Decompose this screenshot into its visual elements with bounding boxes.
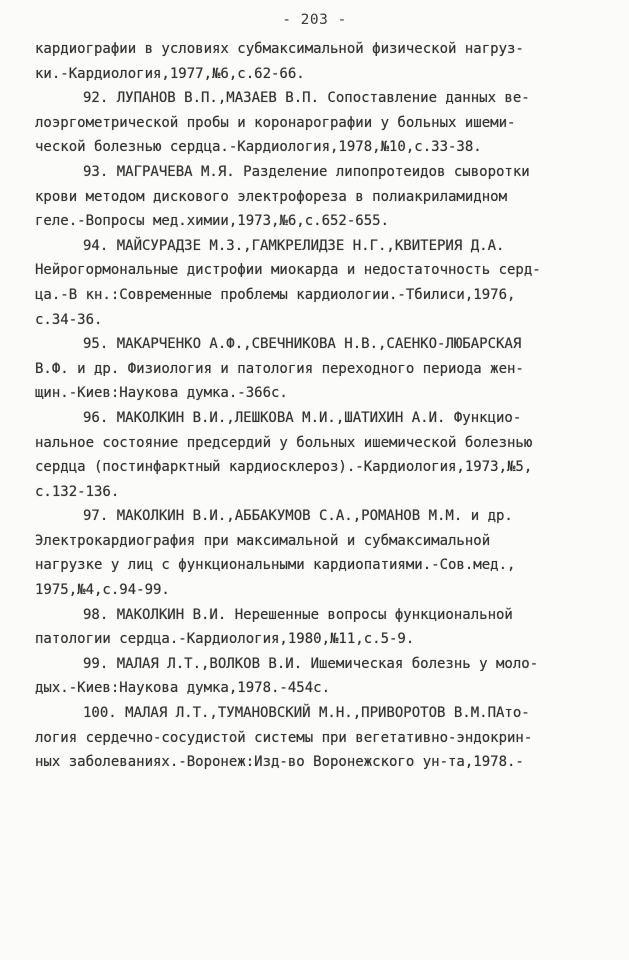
- entry-line: крови методом дискового электрофореза в полиакриламидном: [35, 188, 508, 205]
- bibliography-entry-97: [35, 504, 610, 602]
- entry-line: ческой болезнью сердца.-Кардиология,1978,№10,с.33-38.: [35, 139, 482, 156]
- entry-line: логия сердечно-сосудистой системы при вегетативно-эндокрин-: [35, 729, 533, 746]
- bibliography-list: [35, 37, 610, 775]
- entry-line: Нейрогормональные дистрофии миокарда и недостаточность серд-: [35, 262, 541, 279]
- entry-line: 94. МАЙСУРАДЗЕ М.З.,ГАМКРЕЛИДЗЕ Н.Г.,КВИТЕРИЯ Д.А.: [83, 237, 505, 254]
- entry-line: 93. МАГРАЧЕВА М.Я. Разделение липопротеидов сыворотки: [83, 163, 530, 180]
- entry-line: ных заболеваниях.-Воронеж:Изд-во Воронежского ун-та,1978.-: [35, 754, 524, 771]
- bibliography-entry-95: [35, 332, 610, 406]
- entry-line: с.34-36.: [35, 311, 103, 328]
- bibliography-entry-92: [35, 86, 610, 160]
- entry-line: 99. МАЛАЯ Л.Т.,ВОЛКОВ В.И. Ишемическая болезнь у моло-: [83, 655, 539, 672]
- entry-line: 95. МАКАРЧЕНКО А.Ф.,СВЕЧНИКОВА Н.В.,САЕНКО-ЛЮБАРСКАЯ: [83, 336, 522, 353]
- entry-line: 92. ЛУПАНОВ В.П.,МАЗАЕВ В.П. Сопоставление данных ве-: [83, 90, 530, 107]
- bibliography-entry-96: [35, 406, 610, 504]
- page-number: - 203 -: [282, 12, 347, 28]
- bibliography-entry-continuation: [35, 37, 610, 86]
- bibliography-entry-99: [35, 652, 610, 701]
- entry-line: ца.-В кн.:Современные проблемы кардиологии.-Тбилиси,1976,: [35, 286, 516, 303]
- entry-line: 100. МАЛАЯ Л.Т.,ТУМАНОВСКИЙ М.Н.,ПРИВОРОТОВ В.М.ПАто-: [83, 705, 530, 722]
- bibliography-entry-93: [35, 160, 610, 234]
- entry-line: дых.-Киев:Наукова думка,1978.-454с.: [35, 680, 331, 697]
- entry-line: с.132-136.: [35, 483, 120, 500]
- entry-line: нальное состояние предсердий у больных ишемической болезнью: [35, 434, 533, 451]
- bibliography-entry-98: [35, 603, 610, 652]
- entry-line: лоэргометрической пробы и коронарографии у больных ишеми-: [35, 114, 516, 131]
- entry-line: нагрузке у лиц с функциональными кардиопатиями.-Сов.мед.,: [35, 557, 516, 574]
- entry-line: 96. МАКОЛКИН В.И.,ЛЕШКОВА М.И.,ШАТИХИН А.И. Функцио-: [83, 409, 522, 426]
- entry-line: сердца (постинфарктный кардиосклероз).-Кардиология,1973,№5,: [35, 459, 533, 476]
- entry-line: В.Ф. и др. Физиология и патология переходного периода жен-: [35, 360, 524, 377]
- entry-line: ки.-Кардиология,1977,№6,с.62-66.: [35, 65, 305, 82]
- entry-line: геле.-Вопросы мед.химии,1973,№6,с.652-655.: [35, 213, 390, 230]
- entry-line: патологии сердца.-Кардиология,1980,№11,с.5-9.: [35, 631, 415, 648]
- bibliography-entry-100: [35, 701, 610, 775]
- entry-line: 97. МАКОЛКИН В.И.,АББАКУМОВ С.А.,РОМАНОВ М.М. и др.: [83, 508, 513, 525]
- entry-line: щин.-Киев:Наукова думка.-366с.: [35, 385, 288, 402]
- bibliography-entry-94: [35, 234, 610, 332]
- entry-line: Электрокардиография при максимальной и субмаксимальной: [35, 532, 491, 549]
- entry-line: кардиографии в условиях субмаксимальной физической нагруз-: [35, 41, 524, 57]
- entry-line: 1975,№4,с.94-99.: [35, 582, 170, 599]
- entry-line: 98. МАКОЛКИН В.И. Нерешенные вопросы функциональной: [83, 606, 513, 623]
